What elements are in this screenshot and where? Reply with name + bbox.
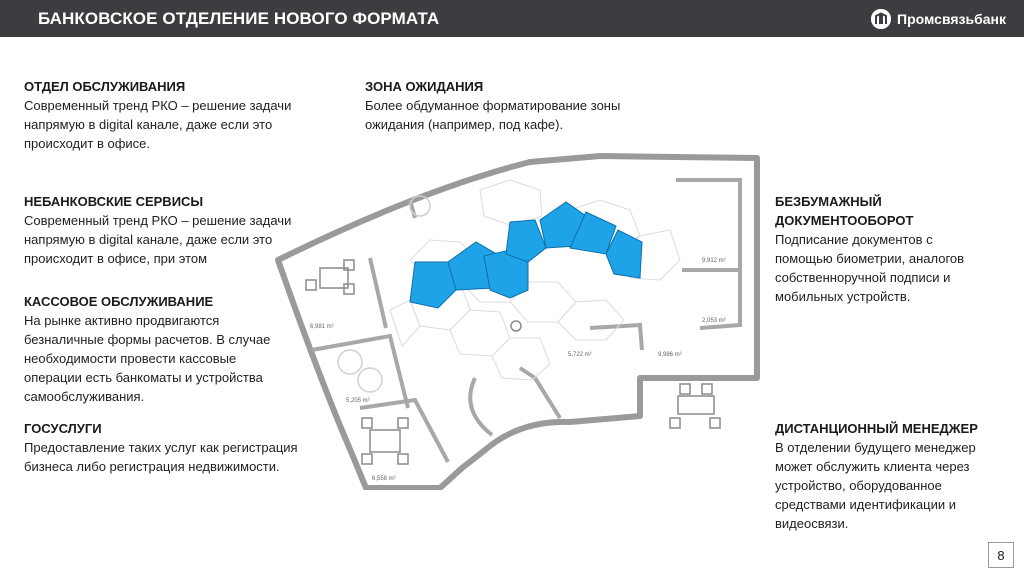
section-line: самообслуживания. bbox=[24, 389, 145, 404]
section-heading: БЕЗБУМАЖНЫЙ bbox=[775, 194, 882, 209]
section-heading: ЗОНА ОЖИДАНИЯ bbox=[365, 79, 484, 94]
area-label: 9,986 m² bbox=[658, 352, 682, 358]
area-label: 9,912 m² bbox=[702, 258, 726, 264]
section-line: помощью биометрии, аналогов bbox=[775, 251, 965, 266]
section-line: мобильных устройств. bbox=[775, 289, 911, 304]
area-label: 5,205 m² bbox=[346, 398, 370, 404]
page-number: 8 bbox=[988, 542, 1014, 568]
section-nonbank bbox=[24, 192, 291, 268]
section-gov bbox=[24, 419, 298, 476]
bank-logo bbox=[871, 8, 1006, 30]
section-heading: КАССОВОЕ ОБСЛУЖИВАНИЕ bbox=[24, 294, 214, 309]
section-service bbox=[24, 77, 291, 153]
section-heading: ДИСТАНЦИОННЫЙ МЕНЕДЖЕР bbox=[775, 421, 978, 436]
section-line: бизнеса либо регистрация недвижимости. bbox=[24, 459, 280, 474]
section-line: Предоставление таких услуг как регистрация bbox=[24, 440, 298, 455]
section-line: может обслужить клиента через bbox=[775, 459, 970, 474]
section-line: необходимости провести кассовые bbox=[24, 351, 237, 366]
section-cash bbox=[24, 292, 270, 406]
section-heading: ОТДЕЛ ОБСЛУЖИВАНИЯ bbox=[24, 79, 186, 94]
section-line: безналичные формы расчетов. В случае bbox=[24, 332, 271, 347]
floor-plan bbox=[270, 150, 770, 490]
area-label: 6,558 m² bbox=[372, 476, 396, 482]
section-line: Современный тренд РКО – решение задачи bbox=[24, 213, 292, 228]
section-waiting bbox=[365, 77, 620, 134]
logo-mark-icon bbox=[871, 9, 891, 29]
section-line: видеосвязи. bbox=[775, 516, 849, 531]
section-paperless bbox=[775, 192, 964, 306]
area-label: 5,722 m² bbox=[568, 352, 592, 358]
section-heading: НЕБАНКОВСКИЕ СЕРВИСЫ bbox=[24, 194, 204, 209]
section-line: происходит в офисе, при этом bbox=[24, 251, 208, 266]
section-line: собственноручной подписи и bbox=[775, 270, 951, 285]
section-remote bbox=[775, 419, 978, 533]
section-heading: ГОСУСЛУГИ bbox=[24, 421, 102, 436]
section-line: операции есть банкоматы и устройства bbox=[24, 370, 263, 385]
section-line: В отделении будущего менеджер bbox=[775, 440, 976, 455]
area-label: 6,981 m² bbox=[310, 324, 334, 330]
section-line: На рынке активно продвигаются bbox=[24, 313, 220, 328]
section-line: напрямую в digital канале, даже если это bbox=[24, 117, 273, 132]
section-line: ожидания (например, под кафе). bbox=[365, 117, 564, 132]
section-line: Более обдуманное форматирование зоны bbox=[365, 98, 621, 113]
logo-text: Промсвязьбанк bbox=[897, 11, 1006, 27]
section-heading: ДОКУМЕНТООБОРОТ bbox=[775, 213, 914, 228]
section-line: средствами идентификации и bbox=[775, 497, 956, 512]
header-bar bbox=[0, 0, 1024, 37]
section-line: устройство, оборудованное bbox=[775, 478, 942, 493]
section-line: напрямую в digital канале, даже если это bbox=[24, 232, 273, 247]
section-line: Подписание документов с bbox=[775, 232, 933, 247]
area-label: 2,053 m² bbox=[702, 318, 726, 324]
section-line: Современный тренд РКО – решение задачи bbox=[24, 98, 292, 113]
section-line: происходит в офисе. bbox=[24, 136, 151, 151]
page-title: БАНКОВСКОЕ ОТДЕЛЕНИЕ НОВОГО ФОРМАТА bbox=[38, 9, 440, 28]
